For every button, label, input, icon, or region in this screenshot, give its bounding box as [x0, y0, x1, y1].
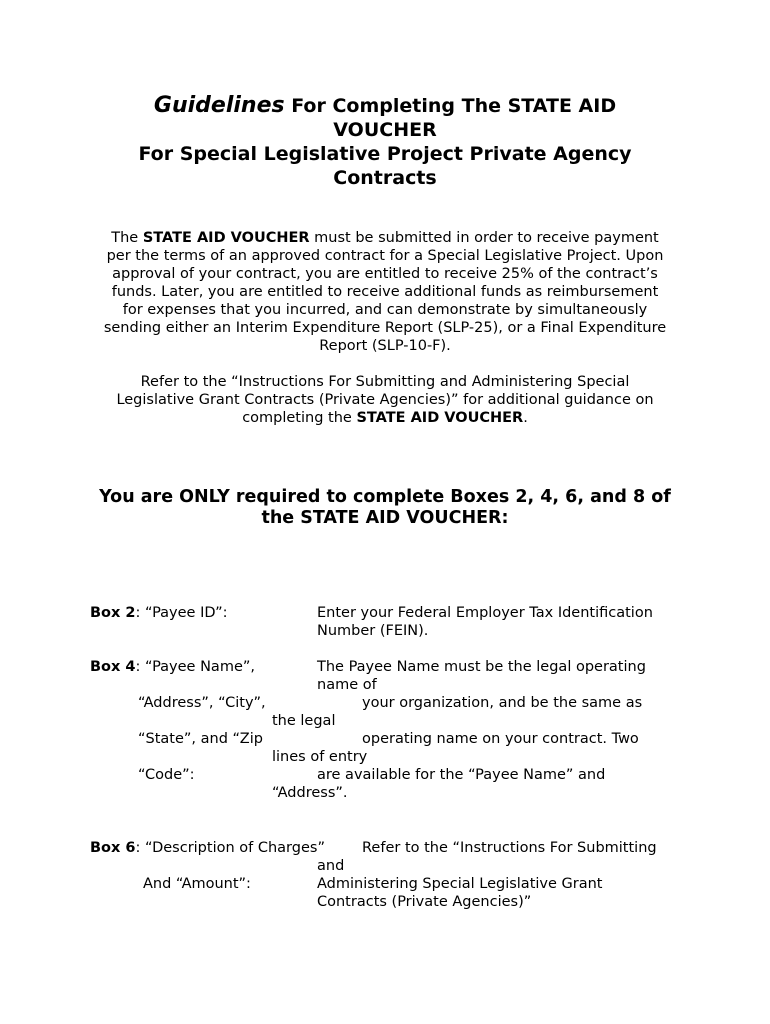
box-6-label: Box 6: [90, 840, 136, 856]
intro-p1-prefix: The: [111, 230, 143, 246]
box-4-desc-line-4: the legal: [272, 713, 336, 729]
box-6-desc-line-2: and: [317, 858, 345, 874]
intro-paragraph-1: [0, 229, 770, 355]
intro-p1-line: funds. Later, you are entitled to receive additional funds as reimbursement: [111, 284, 659, 300]
intro-paragraph-2: [0, 373, 770, 427]
box-4-field: [90, 658, 255, 676]
box-4-field-line-2: “Address”, “City”,: [138, 695, 266, 711]
box-4-desc-line-8: “Address”.: [272, 785, 348, 801]
intro-p2-line-2: Legislative Grant Contracts (Private Agencies)” for additional guidance on: [116, 392, 654, 408]
intro-p2-line-1: Refer to the “Instructions For Submitting and Administering Special: [140, 374, 630, 390]
required-boxes-line-1: You are ONLY required to complete Boxes 2, 4, 6, and 8 of: [99, 487, 671, 507]
box-6-field: [90, 839, 325, 857]
box-4-desc-line-5: operating name on your contract. Two: [362, 731, 639, 747]
intro-p1-line: approval of your contract, you are entitled to receive 25% of the contract’s: [112, 266, 658, 282]
title-line-2: VOUCHER: [333, 119, 437, 141]
box-2-desc-line-1: Enter your Federal Employer Tax Identification: [317, 605, 653, 621]
required-boxes-heading: [0, 487, 770, 529]
intro-p1-line: for expenses that you incurred, and can demonstrate by simultaneously: [122, 302, 648, 318]
title-line-4: Contracts: [333, 167, 437, 189]
box-6-field-name: : “Description of Charges”: [135, 840, 325, 856]
box-4-field-line-3: “State”, and “Zip: [138, 731, 263, 747]
box-4-label: Box 4: [90, 659, 136, 675]
document-title: [0, 94, 770, 190]
title-line-1-rest: For Completing The STATE AID: [284, 95, 617, 117]
box-4-field-line-4: “Code”:: [138, 767, 195, 783]
box-4-desc-line-7: are available for the “Payee Name” and: [317, 767, 606, 783]
intro-p1-line-1: [0, 229, 770, 247]
box-6-desc-line-3: Administering Special Legislative Grant: [317, 876, 603, 892]
box-4-desc-line-3: your organization, and be the same as: [362, 695, 643, 711]
intro-p2-line-3: [0, 409, 770, 427]
box-4-desc-line-1: The Payee Name must be the legal operating: [317, 659, 646, 675]
box-2-desc-line-2: Number (FEIN).: [317, 623, 429, 639]
intro-p2-line-3-bold: STATE AID VOUCHER: [356, 410, 524, 426]
intro-p2-line-3-prefix: completing the: [242, 410, 357, 426]
required-boxes-line-2: the STATE AID VOUCHER:: [261, 508, 509, 528]
box-4-desc-line-6: lines of entry: [272, 749, 368, 765]
box-4-desc-line-2: name of: [317, 677, 377, 693]
intro-p1-bold: STATE AID VOUCHER: [142, 230, 310, 246]
title-line-1: [0, 94, 770, 118]
title-line-3: For Special Legislative Project Private Agency: [138, 143, 632, 165]
box-2-field: [90, 604, 228, 622]
intro-p1-line: sending either an Interim Expenditure Report (SLP-25), or a Final Expenditure: [103, 320, 667, 336]
box-4-field-name: : “Payee Name”,: [135, 659, 255, 675]
box-2-field-name: : “Payee ID”:: [135, 605, 228, 621]
title-italic-word: Guidelines: [153, 93, 285, 118]
intro-p1-line-1-rest: must be submitted in order to receive payment: [309, 230, 659, 246]
intro-p1-line: Report (SLP-10-F).: [319, 338, 451, 354]
box-6-desc-line-4: Contracts (Private Agencies)”: [317, 894, 532, 910]
box-6-desc-line-1: Refer to the “Instructions For Submitting: [362, 840, 657, 856]
intro-p2-line-3-suffix: .: [523, 410, 528, 426]
box-2-label: Box 2: [90, 605, 136, 621]
intro-p1-line: per the terms of an approved contract for a Special Legislative Project. Upon: [106, 248, 664, 264]
box-6-field-line-2: And “Amount”:: [143, 876, 251, 892]
